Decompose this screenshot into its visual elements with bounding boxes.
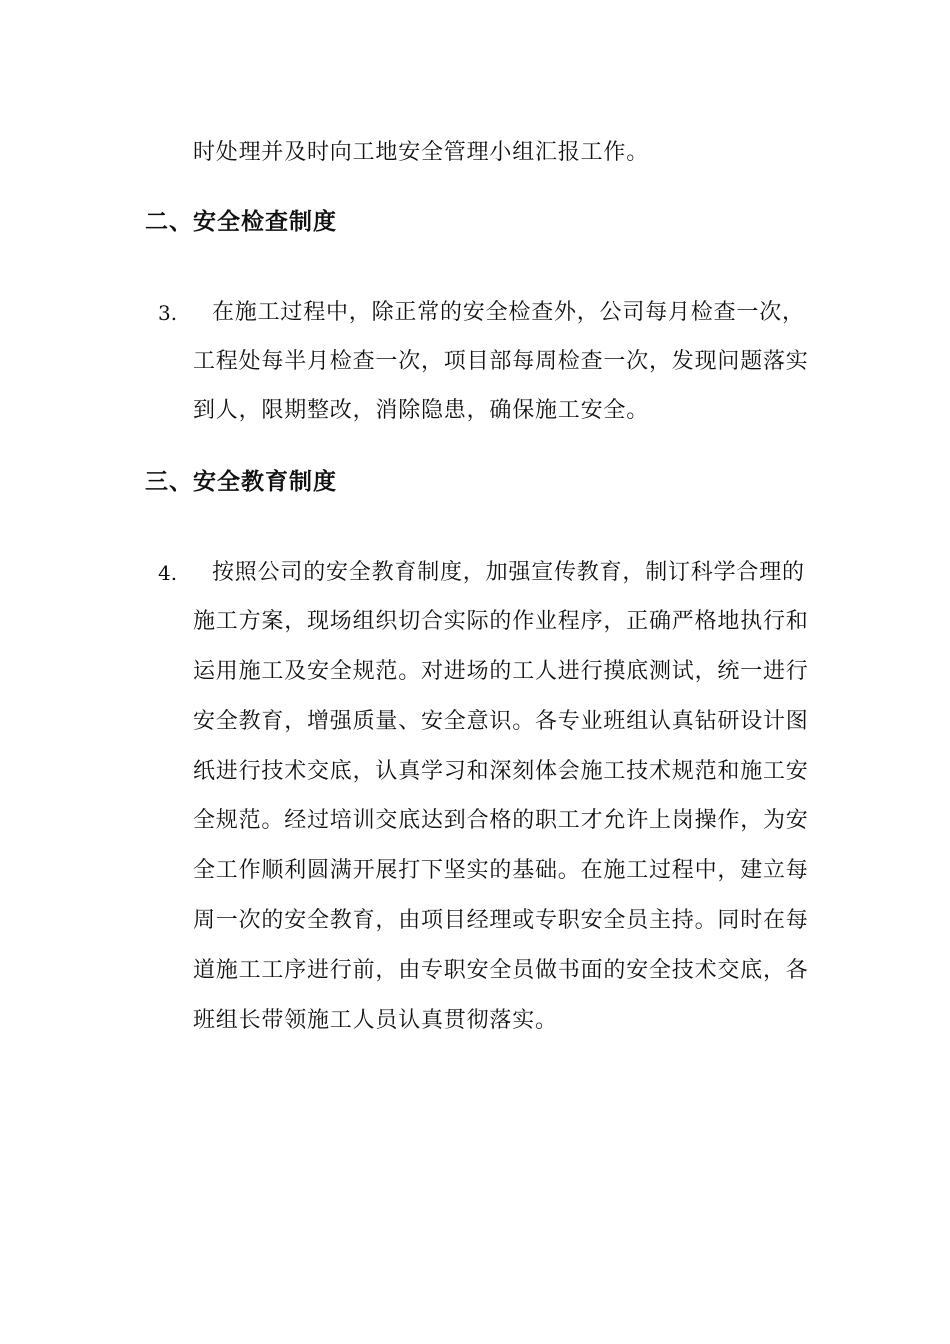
paragraph-line: 运用施工及安全规范。对进场的工人进行摸底测试，统一进行 (193, 659, 809, 684)
paragraph-line: 按照公司的安全教育制度，加强宣传教育，制订科学合理的 (212, 560, 805, 585)
item-number: 4. (158, 561, 178, 585)
paragraph-line: 在施工过程中，除正常的安全检查外，公司每月检查一次， (212, 300, 805, 325)
paragraph-line: 施工方案，现场组织切合实际的作业程序，正确严格地执行和 (193, 609, 809, 634)
item-number: 3. (158, 301, 178, 325)
paragraph-line: 安全教育，增强质量、安全意识。各专业班组认真钻研设计图 (193, 709, 809, 734)
paragraph-line: 全规范。经过培训交底达到合格的职工才允许上岗操作，为安 (193, 808, 809, 833)
section-heading-safety-inspection: 二、安全检查制度 (145, 209, 337, 235)
paragraph-line: 周一次的安全教育，由项目经理或专职安全员主持。同时在每 (193, 908, 809, 933)
paragraph-line: 纸进行技术交底，认真学习和深刻体会施工技术规范和施工安 (193, 759, 809, 784)
paragraph-line: 工程处每半月检查一次，项目部每周检查一次，发现问题落实 (193, 349, 809, 374)
continuation-paragraph-line: 时处理并及时向工地安全管理小组汇报工作。 (193, 140, 650, 165)
paragraph-line: 道施工工序进行前，由专职安全员做书面的安全技术交底，各 (193, 958, 809, 983)
section-heading-safety-education: 三、安全教育制度 (145, 469, 337, 495)
paragraph-line: 班组长带领施工人员认真贯彻落实。 (193, 1008, 558, 1033)
paragraph-line: 全工作顺利圆满开展打下坚实的基础。在施工过程中，建立每 (193, 858, 809, 883)
paragraph-line: 到人，限期整改，消除隐患，确保施工安全。 (193, 398, 650, 423)
